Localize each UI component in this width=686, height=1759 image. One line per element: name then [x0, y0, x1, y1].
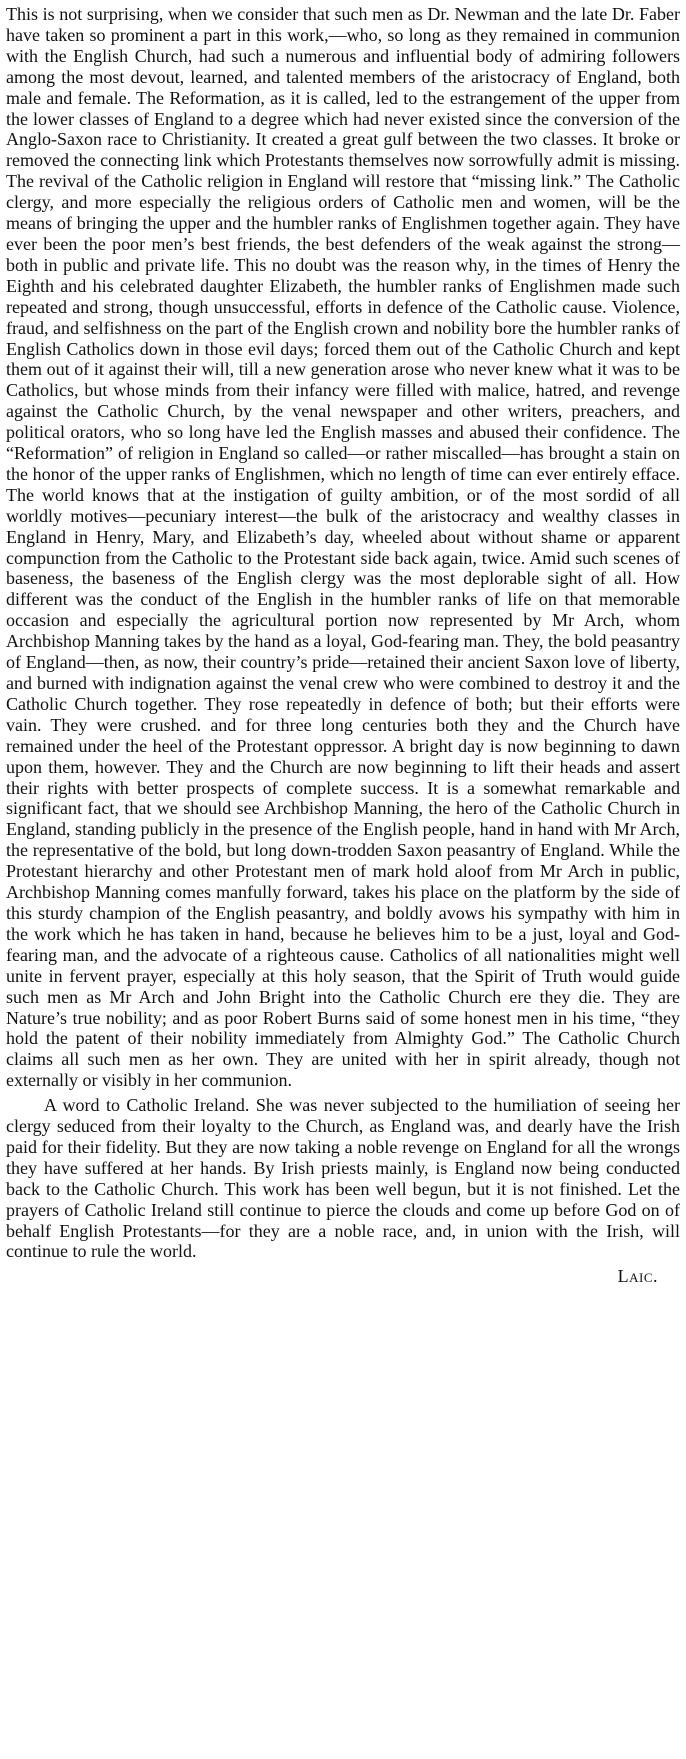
article-paragraph: This is not surprising, when we consider that such men as Dr. Newman and the late Dr. Faber have taken so prominent a part in this work,—who, so long as they remained in communion with the English Church, had such a numerous and influential body of admiring followers among the most devout, learned, and talented members of the aristocracy of England, both male and female. The Reformation, as it is called, led to the estrangement of the upper from the lower classes of England to a degree which had never existed since the conversion of the Anglo-Saxon race to Christianity. It created a great gulf between the two classes. It broke or removed the connecting link which Protestants themselves now sorrowfully admit is missing. The revival of the Catholic religion in England will restore that “missing link.” The Catholic clergy, and more especially the religious orders of Catholic men and women, will be the means of bringing the upper and the humbler ranks of Englishmen together again. They have ever been the poor men’s best friends, the best defenders of the weak against the strong—both in public and private life. This no doubt was the reason why, in the times of Henry the Eighth and his celebrated daughter Elizabeth, the humbler ranks of Englishmen made such repeated and strong, though unsuccessful, efforts in defence of the Catholic cause. Violence, fraud, and selfishness on the part of the English crown and nobility bore the humbler ranks of English Catholics down in those evil days; forced them out of the Catholic Church and kept them out of it against their will, till a new generation arose who never knew what it was to be Catholics, but whose minds from their infancy were filled with malice, hatred, and revenge against the Catholic Church, by the venal newspaper and other writers, preachers, and political orators, who so long have led the English masses and abused their confidence. The “Reformation” of religion in England so called—or rather miscalled—has brought a stain on the honor of the upper ranks of Englishmen, which no length of time can ever entirely efface. The world knows that at the instigation of guilty ambition, or of the most sordid of all worldly motives—pecuniary interest—the bulk of the aristocracy and wealthy classes in England in Henry, Mary, and Elizabeth’s day, wheeled about without shame or apparent compunction from the Catholic to the Protestant side back again, twice. Amid such scenes of baseness, the baseness of the English clergy was the most deplorable sight of all. How different was the conduct of the English in the humbler ranks of life on that memorable occasion and especially the agricultural portion now represented by Mr Arch, whom Archbishop Manning takes by the hand as a loyal, God-fearing man. They, the bold peasantry of England—then, as now, their country’s pride—retained their ancient Saxon love of liberty, and burned with indignation against the venal crew who were combined to destroy it and the Catholic Church together. They rose repeatedly in defence of both; but their efforts were vain. They were crushed. and for three long centuries both they and the Church have remained under the heel of the Protestant oppressor. A bright day is now beginning to dawn upon them, however. They and the Church are now beginning to lift their heads and assert their rights with better prospects of complete success. It is a somewhat remarkable and significant fact, that we should see Archbishop Manning, the hero of the Catholic Church in England, standing publicly in the presence of the English people, hand in hand with Mr Arch, the representative of the bold, but long down-trodden Saxon peasantry of England. While the Protestant hierarchy and other Protestant men of mark hold aloof from Mr Arch in public, Archbishop Manning comes manfully forward, takes his place on the platform by the side of this sturdy champion of the English peasantry, and boldly avows his sympathy with him in the work which he has taken in hand, because he believes him to be a just, loyal and God-fearing man, and the advocate of a righteous cause. Catholics of all nationalities might well unite in fervent prayer, especially at this holy season, that the Spirit of Truth would guide such men as Mr Arch and John Bright into the Catholic Church ere they die. They are Nature’s true nobility; and as poor Robert Burns said of some honest men in his time, “they hold the patent of their nobility immediately from Almighty God.” The Catholic Church claims all such men as her own. They are united with her in spirit already, though not externally or visibly in her communion.: [6, 4, 680, 1091]
article-column: [6, 4, 680, 1287]
article-paragraph: A word to Catholic Ireland. She was never subjected to the humiliation of seeing her clergy seduced from their loyalty to the Church, as England was, and dearly have the Irish paid for their fidelity. But they are now taking a noble revenge on England for all the wrongs they have suffered at her hands. By Irish priests mainly, is England now being conducted back to the Catholic Church. This work has been well begun, but it is not finished. Let the prayers of Catholic Ireland still continue to pierce the clouds and come up before God on of behalf English Protestants—for they are a noble race, and, in union with the Irish, will continue to rule the world.: [6, 1095, 680, 1262]
author-signature: Laic.: [617, 1266, 658, 1287]
